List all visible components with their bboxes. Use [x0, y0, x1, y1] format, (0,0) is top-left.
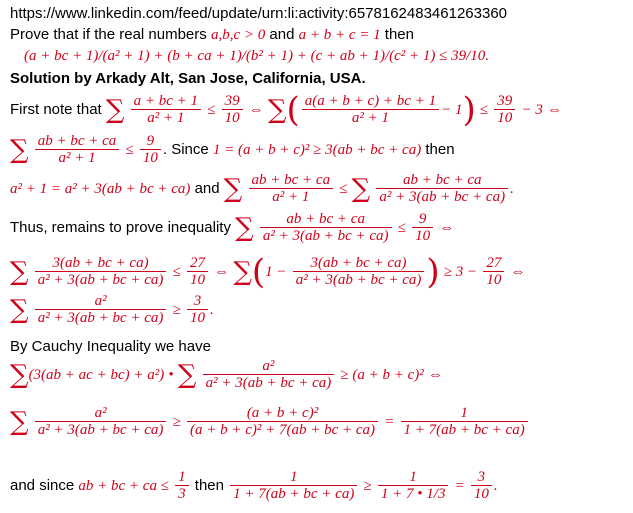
ge-sign: ≥	[172, 301, 181, 318]
frac-3-10: $\frac{3}{10}$	[471, 469, 492, 503]
step-final: and since ab + bc + ca ≤ $\frac{1}{3}$ then $\frac{1}{1 + 7(ab + bc + ca)}$ ≥ $\frac{1}{1 + 7 • 1/3}$ = $\frac{3}{10}$ .	[10, 469, 498, 502]
problem-statement	[10, 26, 414, 44]
le-sign: ≤	[207, 101, 216, 118]
step-equivalent	[10, 252, 526, 292]
le-sign: ≤	[125, 141, 134, 158]
big-lparen: (	[286, 90, 300, 130]
ge-three-minus: ≥ 3 −	[443, 263, 478, 280]
step-first-note	[10, 90, 562, 130]
problem-inequality	[10, 47, 489, 65]
step-cauchy	[10, 358, 443, 392]
step-cauchy-intro	[10, 338, 211, 355]
frac-3abbcca-den: $\frac{3(ab + bc + ca)}{\text{a² + 3(ab + bc + ca)}}$	[35, 255, 167, 289]
cauchy-text: By Cauchy Inequality we have	[10, 338, 211, 355]
frac-1-1p7: $\frac{1}{1 + 7(ab + bc + ca)}$	[230, 469, 357, 503]
frac-9-10: $\frac{9}{10}$	[412, 211, 433, 245]
step-target: ∑ $\frac{\text{a²}}{\text{a² + 3(ab + bc + ca)}}$ ≥ $\frac{3}{10}$ .	[10, 293, 214, 326]
a2p1-expr: a² + 1 = a² + 3(ab + bc + ca)	[10, 180, 191, 197]
frac-a2-den: $\frac{\text{a²}}{\text{a² + 3(ab + bc + ca)}}$	[35, 293, 167, 327]
le-sign: ≤	[479, 101, 489, 118]
sum-symbol: ∑	[105, 95, 125, 125]
sum-symbol: ∑	[351, 174, 371, 204]
big-lparen: (	[251, 252, 266, 292]
frac-3abbcca-den: $\frac{3(ab + bc + ca)}{\text{a² + 3(ab + bc + ca)}}$	[293, 255, 425, 289]
le-sign: ≤	[397, 219, 406, 236]
since-expr: 1 = (a + b + c)² ≥ 3(ab + bc + ca)	[212, 141, 422, 158]
step-since	[10, 133, 455, 167]
minus-one: − 1	[441, 101, 463, 118]
frac-big: $\frac{a(a + b + c) + bc + 1}{\text{a² + 1}}$	[302, 93, 439, 127]
step-substitute: a² + 1 = a² + 3(ab + bc + ca) and ∑ $\frac{ab + bc + ca}{\text{a² + 1}}$ ≤ ∑ $\frac{ab + bc + ca}{\text{a² + 3(ab + bc + ca)}}$ .	[10, 172, 514, 205]
big-rparen: )	[462, 90, 476, 130]
url-text[interactable]: https://www.linkedin.com/feed/update/urn:li:activity:6578162483461263360	[10, 5, 507, 22]
iff-sign: ⇔	[547, 101, 563, 118]
le-sign: ≤	[339, 180, 348, 197]
sum-symbol: ∑	[233, 257, 252, 287]
then-text: then	[194, 476, 224, 494]
frac-1-1p7: $\frac{1}{1 + 7(ab + bc + ca)}$	[401, 405, 528, 439]
iff-sign: ⇔	[248, 101, 264, 118]
statement-and: and	[269, 26, 295, 43]
frac-39-10: $\frac{39}{10}$	[222, 93, 243, 127]
thus-text: Thus, remains to prove inequality	[10, 218, 231, 236]
inequality-expr: (a + bc + 1)/(a² + 1) + (b + ca + 1)/(b² + 1) + (c + ab + 1)/(c² + 1) ≤ 39/10.	[24, 48, 490, 64]
ge-sign: ≥	[363, 477, 372, 494]
frac-27-10: $\frac{27}{10}$	[483, 255, 504, 289]
cauchy-lhs: (3(ab + ac + bc) + a²)	[28, 366, 165, 383]
sum-symbol: ∑	[10, 360, 29, 390]
frac-abc1: $\frac{a + bc + 1}{\text{a² + 1}}$	[131, 93, 201, 127]
sum-symbol: ∑	[10, 295, 29, 325]
one-minus: 1 −	[265, 263, 287, 280]
statement-prefix: Prove that if the real numbers	[10, 26, 207, 43]
frac-9-10: $\frac{9}{10}$	[140, 133, 161, 167]
then-text: then	[425, 140, 455, 158]
frac-abbcca-den: $\frac{ab + bc + ca}{\text{a² + 3(ab + bc + ca)}}$	[376, 172, 508, 206]
frac-abbcca-den: $\frac{ab + bc + ca}{\text{a² + 3(ab + bc + ca)}}$	[260, 211, 392, 245]
frac-abbcca-a21: $\frac{ab + bc + ca}{\text{a² + 1}}$	[249, 172, 334, 206]
ge-sign: ≥	[172, 413, 181, 430]
sum-symbol: ∑	[267, 95, 287, 125]
and-since-expr: ab + bc + ca ≤	[78, 477, 169, 494]
sum-symbol: ∑	[10, 407, 29, 437]
le-sign: ≤	[172, 263, 181, 280]
step-thus	[10, 211, 454, 245]
frac-a2-den: $\frac{\text{a²}}{\text{a² + 3(ab + bc + ca)}}$	[35, 405, 167, 439]
sum-symbol: ∑	[10, 135, 29, 165]
frac-1-1p7-dot: $\frac{1}{1 + 7 • 1/3}$	[378, 469, 449, 503]
dot-sign: •	[168, 366, 174, 383]
author-text: Solution by Arkady Alt, San Jose, California, USA.	[10, 70, 366, 87]
frac-abc2-den: $\frac{\text{(a + b + c)²}}{\text{(a + b + c)² + 7(ab + bc + ca)}}$	[187, 405, 378, 439]
eq-sign: =	[384, 413, 395, 430]
first-note-text: First note that	[10, 100, 102, 118]
frac-abbcca-a21: $\frac{ab + bc + ca}{\text{a² + 1}}$	[35, 133, 120, 167]
iff-sign: ⇔	[439, 219, 455, 236]
sum-symbol: ∑	[235, 213, 254, 243]
and-text: and	[194, 179, 220, 197]
sum-symbol: ∑	[177, 360, 197, 390]
eq-sign: =	[454, 477, 465, 494]
iff-sign: ⇔	[510, 263, 526, 280]
statement-condition: a + b + c = 1	[298, 27, 381, 43]
frac-39-10: $\frac{39}{10}$	[494, 93, 515, 127]
frac-a2-den: $\frac{\text{a²}}{\text{a² + 3(ab + bc + ca)}}$	[203, 358, 335, 392]
frac-1-3: $\frac{1}{3}$	[175, 469, 189, 503]
step-cauchy-result	[10, 405, 530, 439]
statement-vars: a,b,c > 0	[210, 27, 266, 43]
frac-27-10: $\frac{27}{10}$	[187, 255, 208, 289]
big-rparen: )	[426, 252, 440, 292]
and-since-text: and since	[10, 476, 75, 494]
since-text: . Since	[162, 140, 209, 158]
statement-then: then	[384, 26, 414, 43]
cauchy-rhs: ≥ (a + b + c)²	[340, 366, 424, 383]
source-url[interactable]	[10, 5, 507, 22]
iff-sign: ⇔	[214, 263, 230, 280]
sum-symbol: ∑	[10, 257, 29, 287]
sum-symbol: ∑	[223, 174, 243, 204]
frac-3-10: $\frac{3}{10}$	[187, 293, 208, 327]
iff-sign: ⇔	[427, 366, 443, 383]
solution-author	[10, 70, 366, 87]
minus-three: − 3	[521, 101, 543, 118]
